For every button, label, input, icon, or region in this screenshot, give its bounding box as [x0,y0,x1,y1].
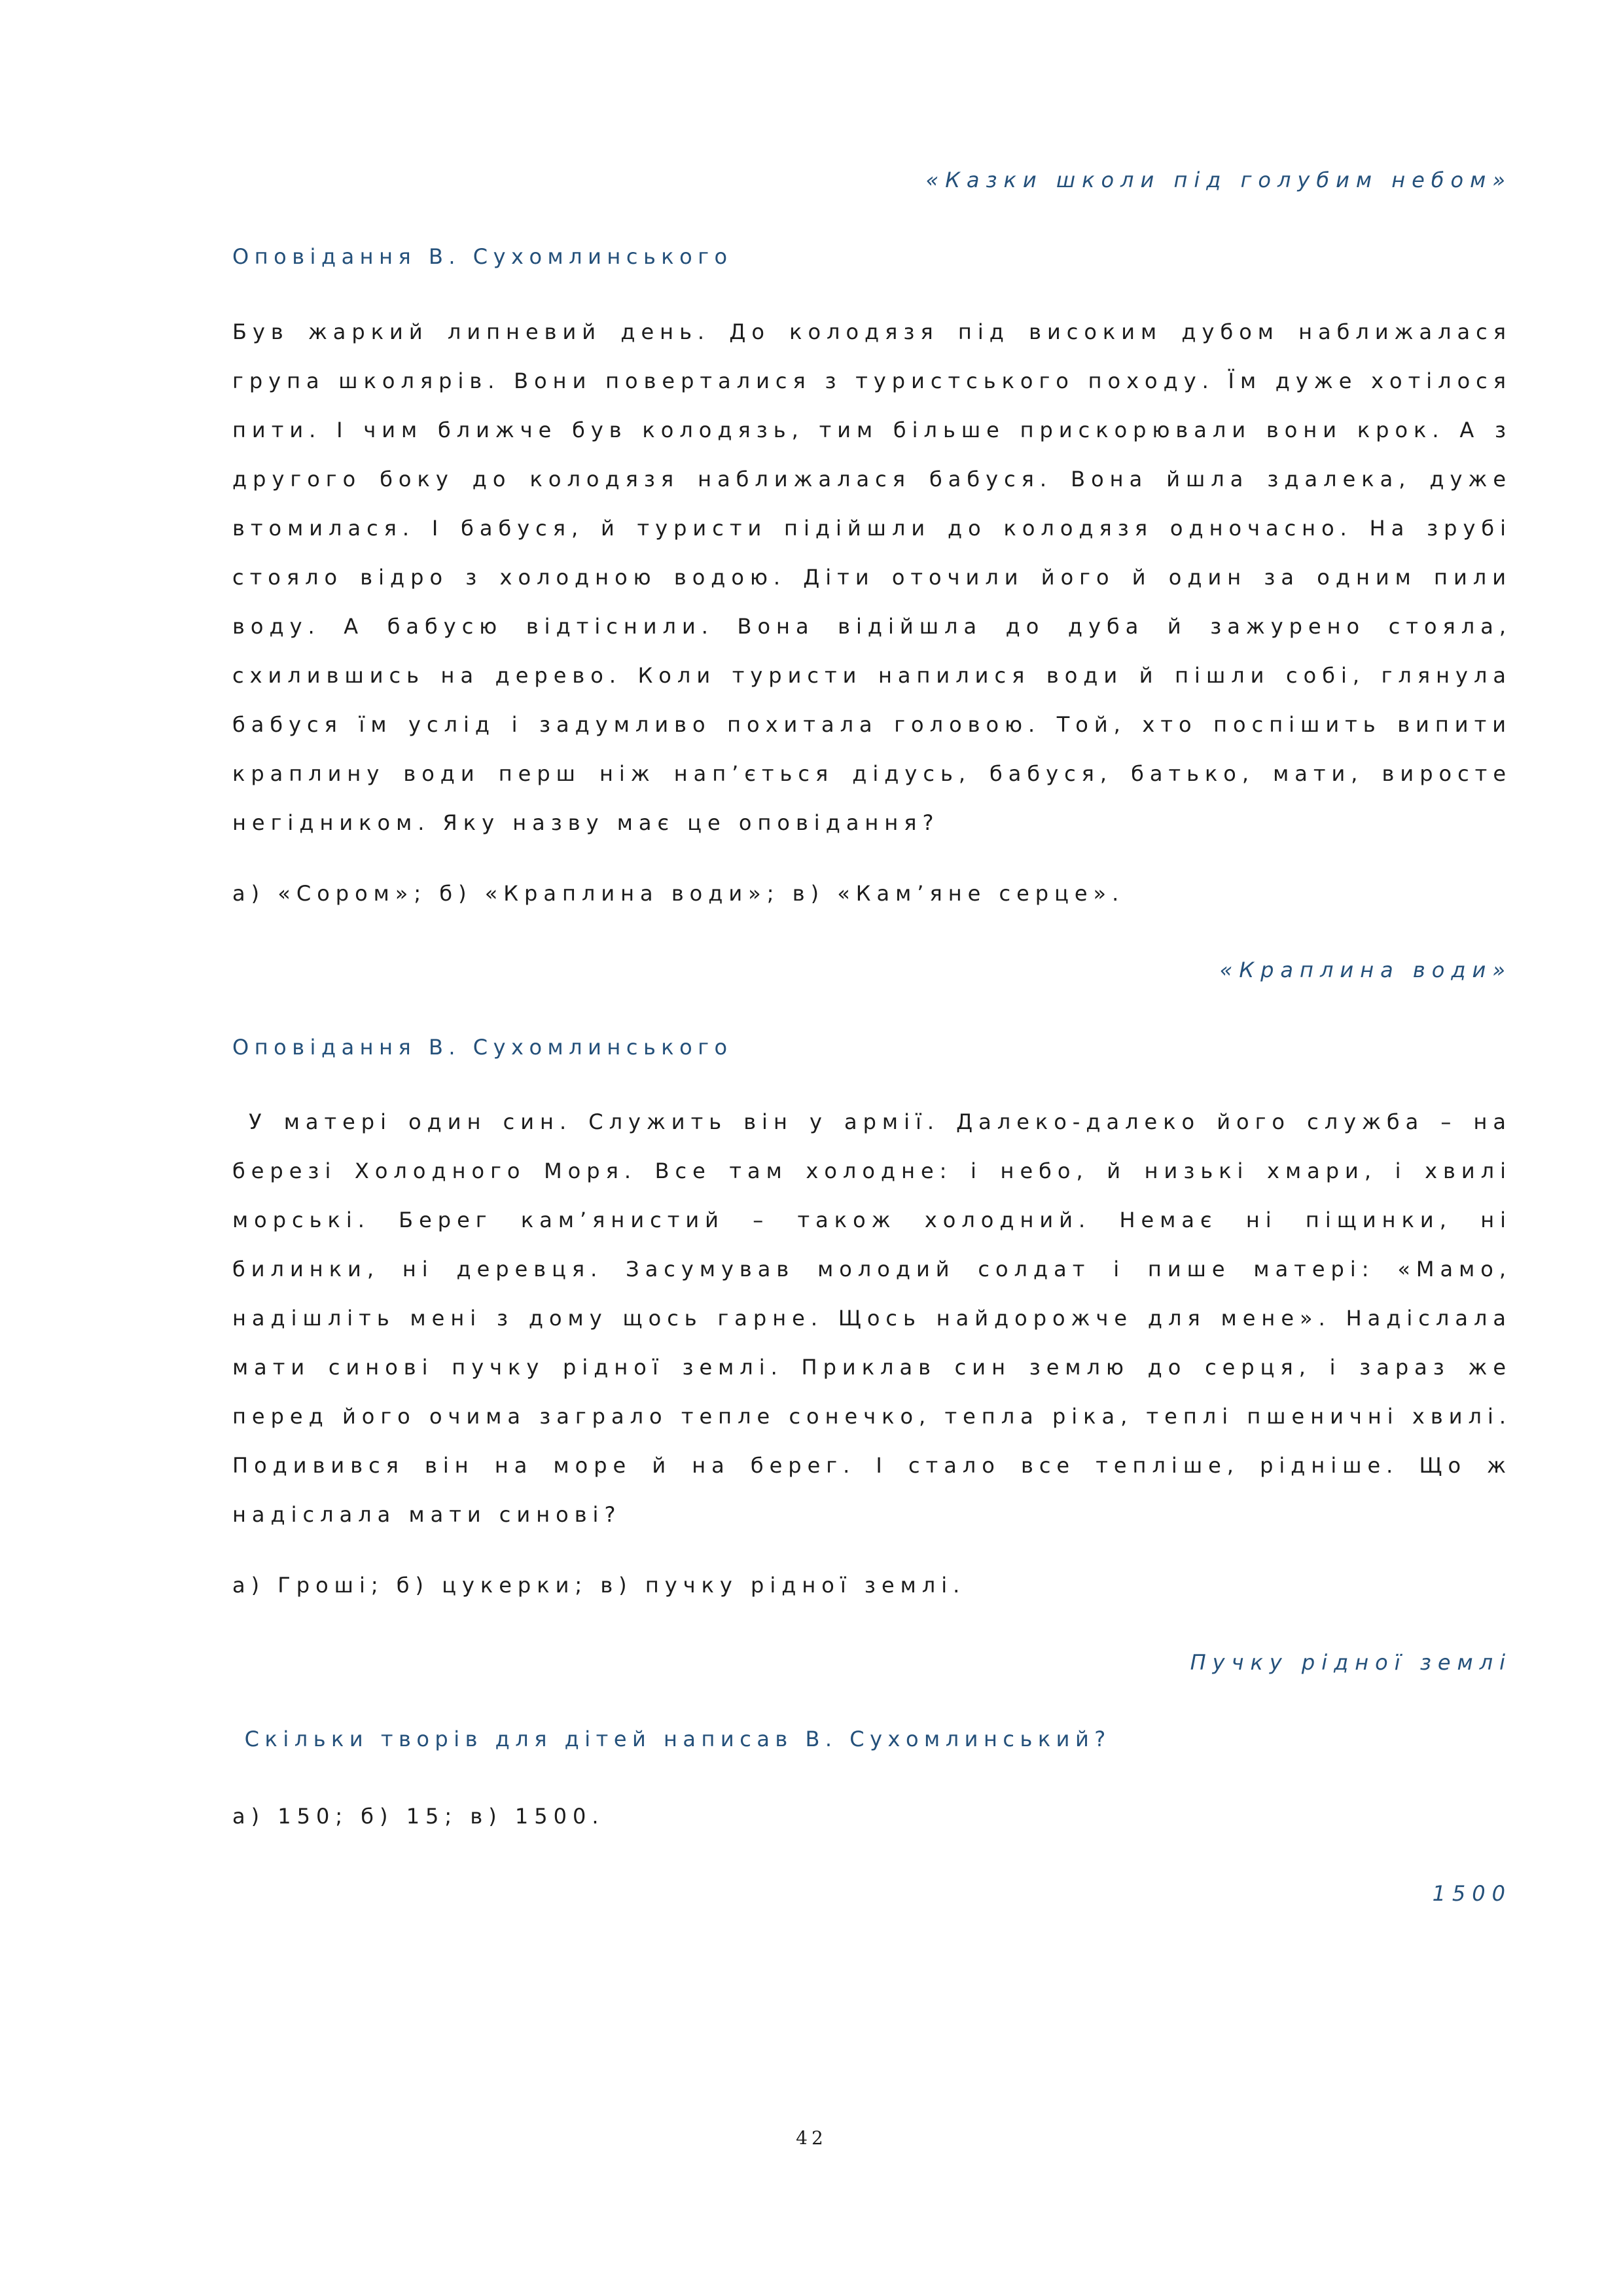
story1-options: а) «Сором»; б) «Краплина води»; в) «Кам’яне серце». [232,881,1125,906]
story2-options: а) Гроші; б) цукерки; в) пучку рідної землі. [232,1573,966,1598]
question3-heading: Скільки творів для дітей написав В. Сухомлинський? [232,1727,1111,1751]
story1-heading: Оповідання В. Сухомлинського [232,244,733,269]
answer-1500: 1500 [1432,1881,1512,1906]
answer-kraplyna-vody: «Краплина води» [1219,958,1512,982]
answer-puchku-ridnoi-zemli: Пучку рідної землі [1190,1650,1512,1675]
page-number: 42 [796,2127,827,2149]
story1-text: Був жаркий липневий день. До колодязя під високим дубом наближалася група школярів. Вони поверталися з туристського походу. Їм дуже хотілося пити. І чим ближче був колодязь, тим більше прискорювали вони крок. А з другого боку до колодязя наближалася бабуся. Вона йшла здалека, дуже втомилася. І бабуся, й туристи підійшли до колодязя одночасно. На зрубі стояло відро з холодною водою. Діти оточили його й один за одним пили воду. А бабусю відтіснили. Вона відійшла до дуба й зажурено стояла, схилившись на дерево. Коли туристи напилися води й пішли собі, глянула бабуся їм услід і задумливо похитала головою. Той, хто поспішить випити краплину води перш ніж нап’ється дідусь, бабуся, батько, мати, виросте негідником. Яку назву має це оповідання? [232,319,1512,835]
story2-heading: Оповідання В. Сухомлинського [232,1035,733,1060]
answer-kazky-shkoly: «Казки школи під голубим небом» [925,168,1512,192]
story2-text: У матері один син. Служить він у армії. Далеко-далеко його служба – на березі Холодного Моря. Все там холодне: і небо, й низькі хмари, і хвилі морські. Берег кам’янистий – також холодний. Немає ні піщинки, ні билинки, ні деревця. Засумував молодий солдат і пише матері: «Мамо, надішліть мені з дому щось гарне. Щось найдорожче для мене». Надіслала мати синові пучку рідної землі. Приклав син землю до серця, і зараз же перед його очима заграло тепле сонечко, тепла ріка, теплі пшеничні хвилі. Подивився він на море й на берег. І стало все тепліше, рідніше. Що ж надіслала мати синові? [232,1109,1525,1527]
question3-options: а) 150; б) 15; в) 1500. [232,1804,605,1829]
